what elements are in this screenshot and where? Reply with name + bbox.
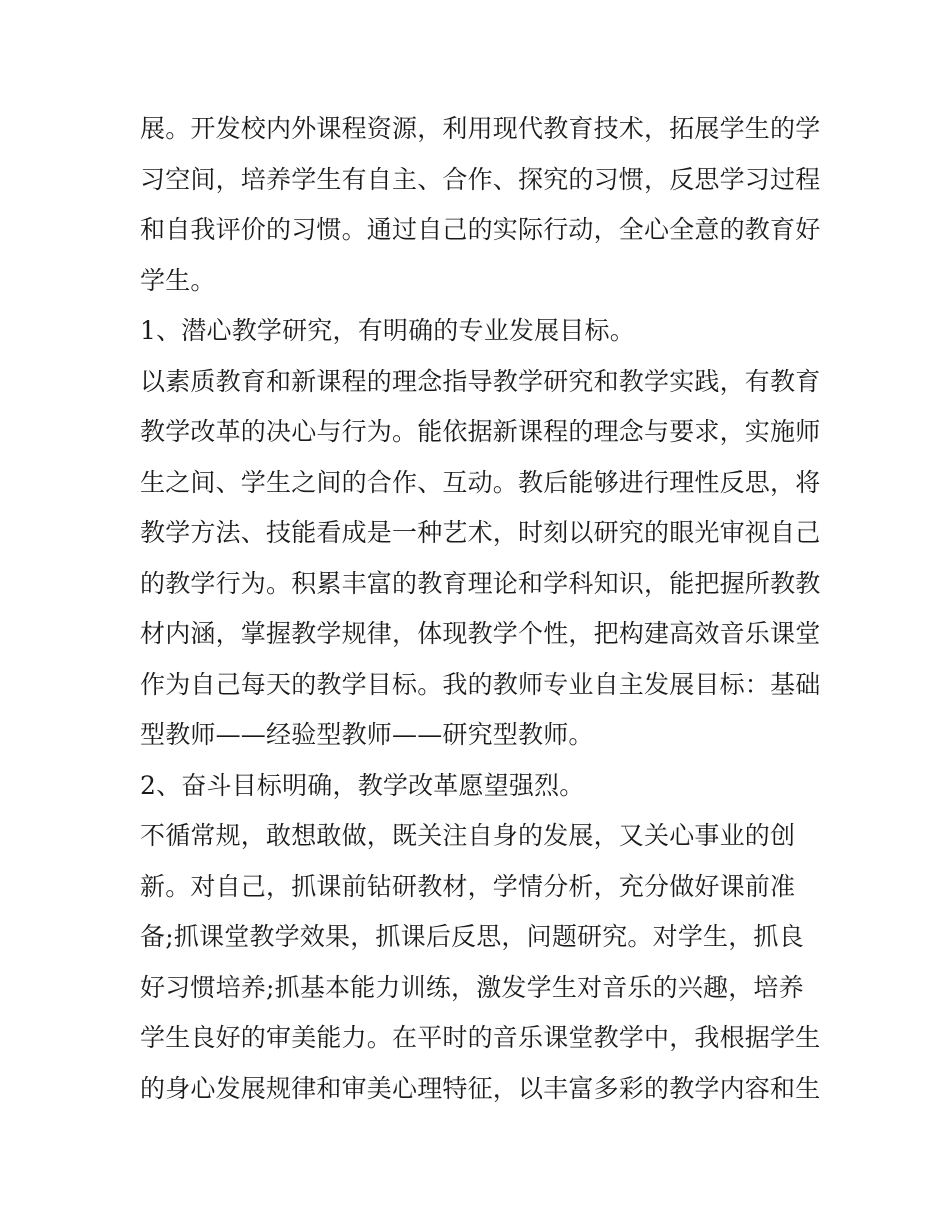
text-line: 以素质教育和新课程的理念指导教学研究和教学实践，有教育 <box>140 366 821 396</box>
text-line: 新。对自己，抓课前钻研教材，学情分析，充分做好课前准 <box>140 871 796 901</box>
text-line: 学生。 <box>140 265 216 295</box>
document-body <box>140 104 820 1114</box>
text-line: 的身心发展规律和审美心理特征，以丰富多彩的教学内容和生 <box>140 1073 821 1103</box>
section-heading-2: 2、奋斗目标明确，教学改革愿望强烈。 <box>140 770 585 800</box>
text-line: 生之间、学生之间的合作、互动。教后能够进行理性反思，将 <box>140 467 821 497</box>
text-line: 教学方法、技能看成是一种艺术，时刻以研究的眼光审视自己 <box>140 518 821 547</box>
text-line: 型教师——经验型教师——研究型教师。 <box>140 720 594 749</box>
text-line: 的教学行为。积累丰富的教育理论和学科知识，能把握所教教 <box>140 568 821 598</box>
text-line: 习空间，培养学生有自主、合作、探究的习惯，反思学习过程 <box>140 164 821 194</box>
text-line: 和自我评价的习惯。通过自己的实际行动，全心全意的教育好 <box>140 215 821 244</box>
text-line: 好习惯培养;抓基本能力训练，激发学生对音乐的兴趣，培养 <box>140 972 804 1002</box>
text-line: 作为自己每天的教学目标。我的教师专业自主发展目标：基础 <box>140 669 821 699</box>
text-line: 展。开发校内外课程资源，利用现代教育技术，拓展学生的学 <box>140 114 821 143</box>
text-line: 学生良好的审美能力。在平时的音乐课堂教学中，我根据学生 <box>140 1023 821 1052</box>
text-line: 教学改革的决心与行为。能依据新课程的理念与要求，实施师 <box>140 417 821 446</box>
text-line: 备;抓课堂教学效果，抓课后反思，问题研究。对学生，抓良 <box>140 922 804 951</box>
section-heading-1: 1、潜心教学研究，有明确的专业发展目标。 <box>140 316 635 345</box>
text-line: 不循常规，敢想敢做，既关注自身的发展，又关心事业的创 <box>140 821 796 850</box>
text-line: 材内涵，掌握教学规律，体现教学个性，把构建高效音乐课堂 <box>140 619 821 648</box>
